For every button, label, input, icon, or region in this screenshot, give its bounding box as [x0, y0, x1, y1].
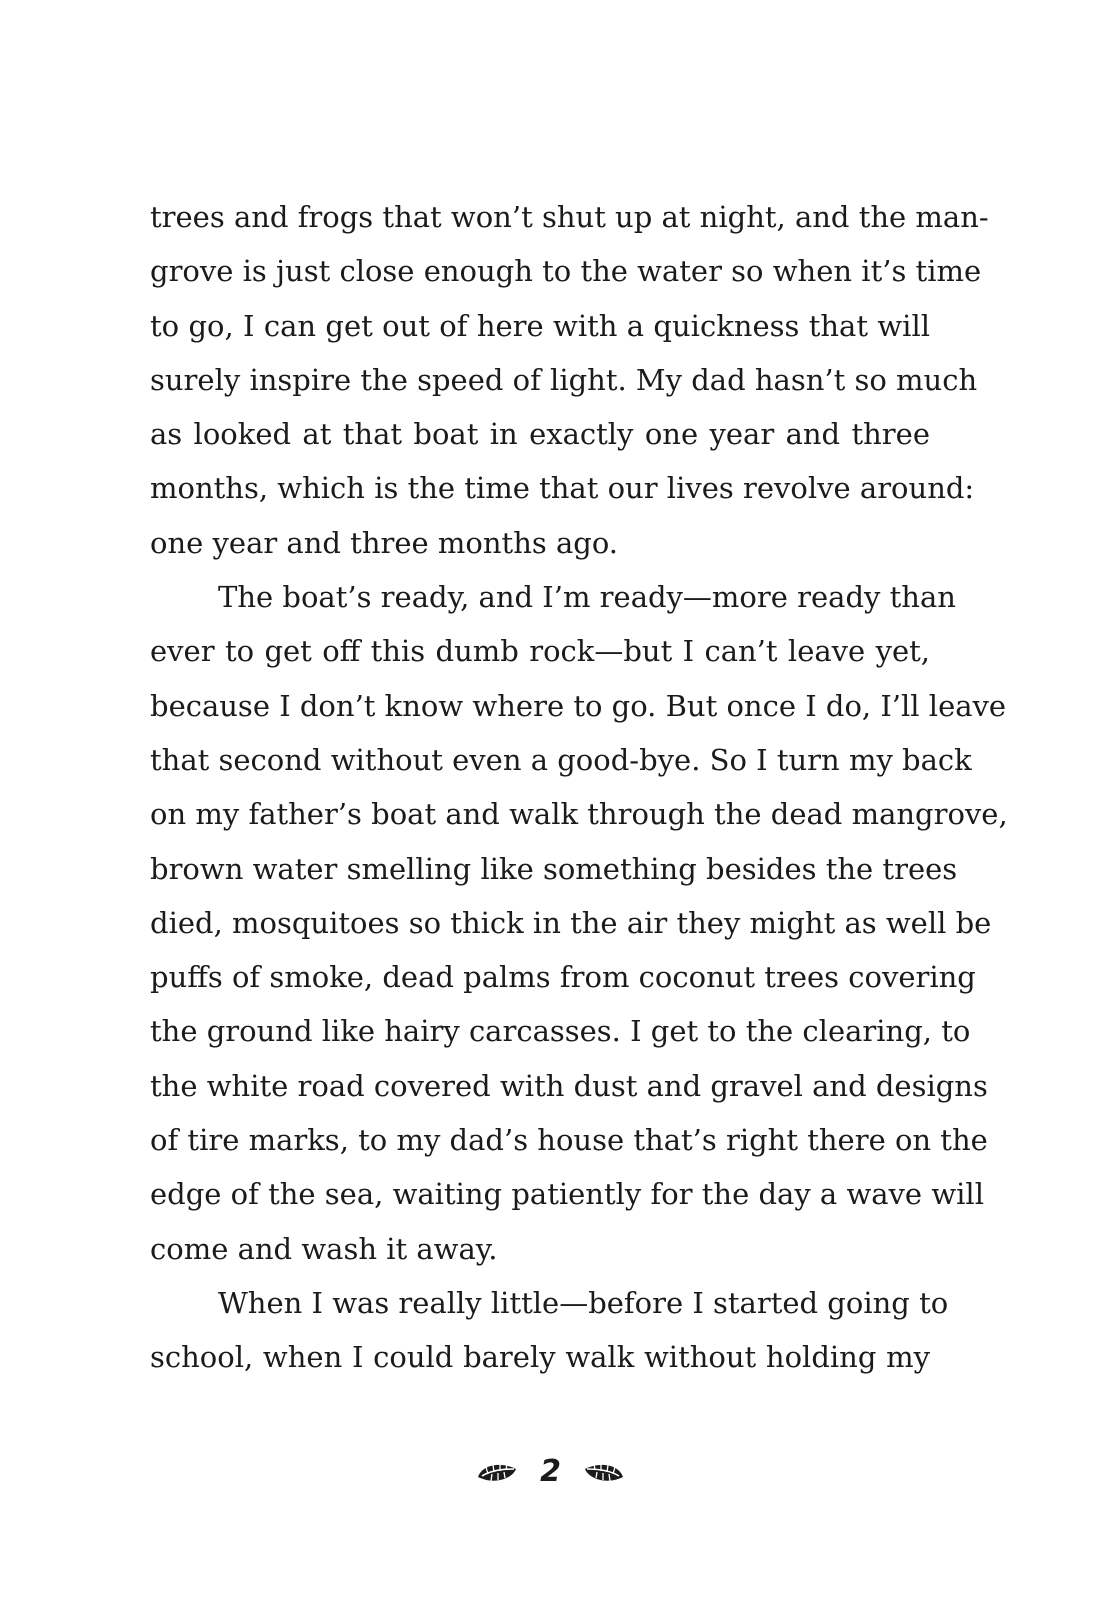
- page-footer: [0, 1452, 1101, 1492]
- text-line: the white road covered with dust and gravel and designs: [150, 1068, 988, 1103]
- text-line: of tire marks, to my dad’s house that’s right there on the: [150, 1123, 988, 1158]
- page-number: 2: [540, 1454, 561, 1489]
- paragraph-first-line: The boat’s ready, and I’m ready—more ready than: [218, 580, 956, 615]
- text-line: on my father’s boat and walk through the dead mangrove,: [150, 797, 1008, 832]
- text-line: one year and three months ago.: [150, 525, 619, 560]
- text-line: because I don’t know where to go. But once I do, I’ll leave: [150, 688, 1007, 723]
- text-line: died, mosquitoes so thick in the air they might as well be: [150, 905, 992, 940]
- body-text: [150, 190, 1008, 1385]
- text-line: ever to get off this dumb rock—but I can’t leave yet,: [150, 634, 930, 669]
- text-line: trees and frogs that won’t shut up at night, and the man-: [150, 200, 989, 234]
- leaf-icon: [476, 1459, 518, 1485]
- text-line: that second without even a good-bye. So I turn my back: [150, 742, 972, 777]
- text-line: months, which is the time that our lives revolve around:: [150, 471, 975, 506]
- paragraph-first-line: When I was really little—before I started going to: [218, 1285, 949, 1320]
- text-line: to go, I can get out of here with a quickness that will: [150, 308, 930, 343]
- text-line: edge of the sea, waiting patiently for the day a wave will: [150, 1177, 984, 1212]
- text-line: come and wash it away.: [150, 1231, 498, 1266]
- text-line: brown water smelling like something besides the trees: [150, 851, 958, 886]
- text-line: grove is just close enough to the water so when it’s time: [150, 254, 982, 289]
- text-line: surely inspire the speed of light. My dad hasn’t so much: [150, 362, 978, 397]
- text-line: the ground like hairy carcasses. I get to the clearing, to: [150, 1014, 971, 1049]
- text-line: school, when I could barely walk without holding my: [150, 1340, 930, 1375]
- text-line: puffs of smoke, dead palms from coconut trees covering: [150, 960, 976, 995]
- leaf-icon: [583, 1459, 625, 1485]
- text-line: as looked at that boat in exactly one year and three: [150, 417, 930, 452]
